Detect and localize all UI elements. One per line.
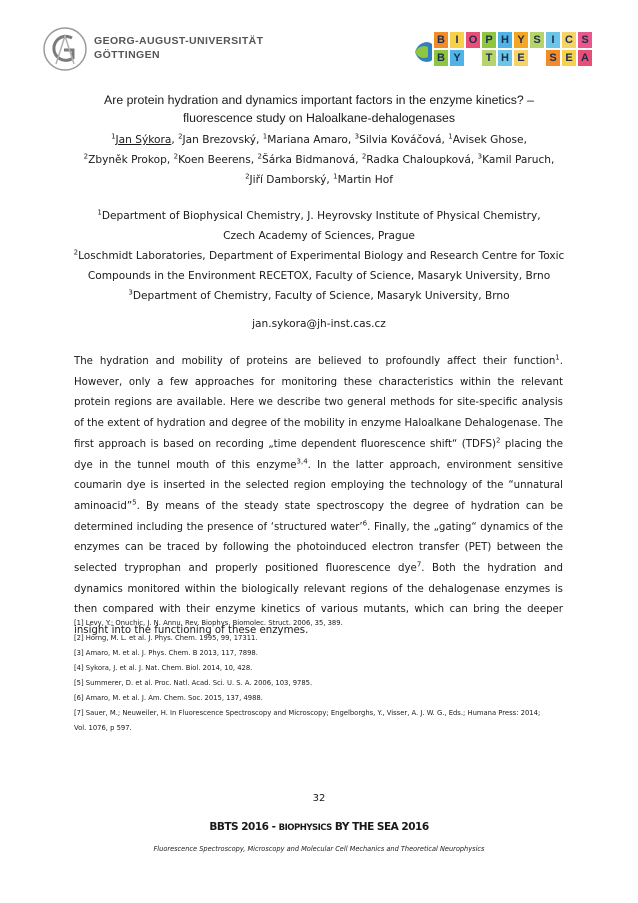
logo-letter-tile: [530, 50, 544, 66]
logo-letter-tile: B: [434, 32, 448, 48]
reference-item: [4] Sykora, J. et al. J. Nat. Chem. Biol. 2014, 10, 428.: [74, 664, 253, 672]
logo-letter-tile: S: [530, 32, 544, 48]
logo-letter-tile: H: [498, 50, 512, 66]
citation: 5: [132, 498, 137, 507]
author-affiliation-number: 2: [83, 152, 89, 161]
body-text: The hydration and mobility of proteins are believed to profoundly affect their function: [74, 356, 556, 367]
logo-letter-tile: O: [466, 32, 480, 48]
logo-letter-tile: [466, 50, 480, 66]
author-name: Radka Chaloupková: [366, 154, 471, 166]
author-line-3: $^2$Jiří Damborský, $^1$Martin Hof: [245, 172, 393, 186]
author-affiliation-number: 2: [173, 152, 179, 161]
contact-email: jan.sykora@jh-inst.cas.cz: [252, 318, 386, 330]
author-affiliation-number: 1: [448, 132, 453, 141]
footer-conference-title: [0, 821, 638, 833]
logo-letter-tile: S: [546, 50, 560, 66]
author-name: Silvia Kováčová: [359, 134, 442, 146]
title-line1: Are protein hydration and dynamics important factors in the enzyme kinetics? –: [104, 93, 534, 107]
reference-item: [7] Sauer, M.; Neuweiler, H. In Fluorescence Spectroscopy and Microscopy; Engelborghs, Y., Visser, A. J. W. G., Eds.; Humana Press: 2014;: [74, 709, 541, 717]
affiliation-number: 1: [97, 208, 102, 217]
affiliation-line: [40, 226, 598, 246]
reference-item: [1] Levy, Y.; Onuchic, J. N. Annu. Rev. Biophys. Biomolec. Struct. 2006, 35, 389.: [74, 619, 343, 627]
body-text: . However, only a few approaches for monitoring these characteristics within the relevant protein regions are available. Here we describe two general methods for site-specific analysis of the extent of hydration and degree of the mobility in enzyme Haloalkane Dehalogenase. The first approach is based on recording „time dependent fluorescence shift“ (TDFS): [74, 356, 563, 450]
author-affiliation-number: 2: [178, 132, 183, 141]
author-name: Koen Beerens: [178, 154, 251, 166]
reference-item: Vol. 1076, p 597.: [74, 724, 132, 732]
citation: 2: [495, 436, 501, 445]
university-seal-icon: [42, 26, 88, 72]
author-affiliation-number: 2: [361, 152, 367, 161]
author-name: Jan Sýkora: [115, 134, 172, 146]
logo-letter-tile: E: [514, 50, 528, 66]
reference-item: [5] Summerer, D. et al. Proc. Natl. Acad. Sci. U. S. A. 2006, 103, 9785.: [74, 679, 313, 687]
logo-letter-tile: E: [562, 50, 576, 66]
affiliation-line: [40, 266, 598, 286]
logo-letter-tile: H: [498, 32, 512, 48]
author-name: Avisek Ghose,: [452, 134, 527, 146]
author-name: Jan Brezovský: [182, 134, 256, 146]
logo-letter-tile: A: [578, 50, 592, 66]
logo-letter-tile: S: [578, 32, 592, 48]
logo-letter-tile: I: [450, 32, 464, 48]
affiliation-number: 2: [73, 248, 79, 257]
citation: 6: [362, 519, 368, 528]
author-name: Mariana Amaro: [267, 134, 348, 146]
footer-title-left: BBTS 2016 -: [209, 821, 279, 833]
author-line-2: $^2$Zbyněk Prokop, $^2$Koen Beerens, $^2$Šárka Bidmanová, $^2$Radka Chaloupková, $^3$Kamil Paruch,: [83, 152, 555, 166]
author-affiliation-number: 3: [354, 132, 360, 141]
footer-title-right: BY THE SEA 2016: [331, 821, 429, 833]
author-affiliation-number: 2: [245, 172, 250, 181]
affiliation-list: [40, 206, 598, 306]
affiliation-line: [40, 286, 598, 306]
footer-subtitle: Fluorescence Spectroscopy, Microscopy and Molecular Cell Mechanics and Theoretical Neurophysics: [153, 845, 485, 853]
logo-row-by-the-sea: [434, 50, 592, 66]
affiliation-text: Compounds in the Environment RECETOX, Faculty of Science, Masaryk University, Brno: [87, 270, 551, 282]
logo-letter-tile: B: [434, 50, 448, 66]
logo-letter-tile: Y: [514, 32, 528, 48]
affiliation-line: [40, 206, 598, 226]
author-affiliation-number: 1: [333, 172, 338, 181]
logo-letter-tile: C: [562, 32, 576, 48]
author-name: Kamil Paruch,: [482, 154, 555, 166]
author-affiliation-number: 1: [111, 132, 116, 141]
citation: 3,4: [296, 457, 308, 466]
logo-letter-tile: T: [482, 50, 496, 66]
citation: 7: [416, 560, 422, 569]
university-logo: [42, 26, 292, 78]
logo-letter-tile: I: [546, 32, 560, 48]
reference-item: [2] Horng, M. L. et al. J. Phys. Chem. 1995, 99, 17311.: [74, 634, 258, 642]
author-affiliation-number: 3: [477, 152, 483, 161]
body-text: placing the dye in the tunnel mouth of this enzyme: [74, 438, 563, 471]
logo-row-biophysics: [434, 32, 592, 48]
author-affiliation-number: 2: [257, 152, 262, 161]
affiliation-text: Czech Academy of Sciences, Prague: [223, 230, 415, 242]
body-text: . In the latter approach, environment sensitive coumarin dye is inserted in the selected region employing the technology of the “unnatural aminoacid”: [74, 459, 564, 512]
author-list: [40, 130, 598, 190]
reference-item: [3] Amaro, M. et al. J. Phys. Chem. B 2013, 117, 7898.: [74, 649, 258, 657]
author-affiliation-number: 1: [262, 132, 268, 141]
reference-item: [6] Amaro, M. et al. J. Am. Chem. Soc. 2015, 137, 4988.: [74, 694, 263, 702]
body-text: . Finally, the „gating“ dynamics of the enzymes can be traced by following the photoinduced electron transfer (PET) between the selected tryprophan and properly positioned fluorescence dye: [74, 521, 563, 575]
logo-letter-tile: P: [482, 32, 496, 48]
biophysics-by-the-sea-logo: [412, 32, 598, 72]
author-name: Šárka Bidmanová: [261, 154, 356, 166]
affiliation-text: Department of Biophysical Chemistry, J. Heyrovsky Institute of Physical Chemistry,: [101, 210, 541, 222]
author-name: Martin Hof: [337, 174, 393, 186]
author-line-1: $^1$Jan Sýkora, $^2$Jan Brezovský, $^1$Mariana Amaro, $^3$Silvia Kováčová, $^1$Avisek Ghose,: [111, 132, 527, 146]
university-name-line2: GÖTTINGEN: [94, 49, 161, 61]
paper-title: [60, 91, 578, 127]
body-text: . By means of the steady state spectroscopy the degree of hydration can be determined including the presence of ‘structured water’: [74, 500, 563, 533]
affiliation-line: [40, 246, 598, 266]
page-number: 32: [312, 793, 326, 804]
citation: 1: [555, 353, 560, 362]
body-text: . Both the hydration and dynamics monitored within the biologically relevant regions of the dehalogenase enzymes is then compared with their enzyme kinetics of various mutants, which can bring the deeper insight into the functioning of these enzymes.: [74, 563, 564, 637]
affiliation-text: Loschmidt Laboratories, Department of Experimental Biology and Research Centre for Toxic: [78, 250, 565, 262]
footer-title-mid: BIOPHYSICS: [278, 823, 332, 833]
title-line2: fluorescence study on Haloalkane-dehalogenases: [182, 111, 456, 125]
university-name-line1: GEORG-AUGUST-UNIVERSITÄT: [94, 35, 264, 47]
reference-list: [74, 616, 563, 736]
logo-letter-tile: Y: [450, 50, 464, 66]
fish-icon: [412, 34, 434, 70]
affiliation-text: Department of Chemistry, Faculty of Science, Masaryk University, Brno: [132, 290, 510, 302]
affiliation-number: 3: [128, 288, 133, 297]
author-name: Jiří Damborský: [249, 174, 327, 186]
logo-tiles: [434, 32, 592, 68]
abstract-body: [74, 352, 563, 642]
author-name: Zbyněk Prokop: [88, 154, 167, 166]
university-name: [94, 34, 263, 62]
